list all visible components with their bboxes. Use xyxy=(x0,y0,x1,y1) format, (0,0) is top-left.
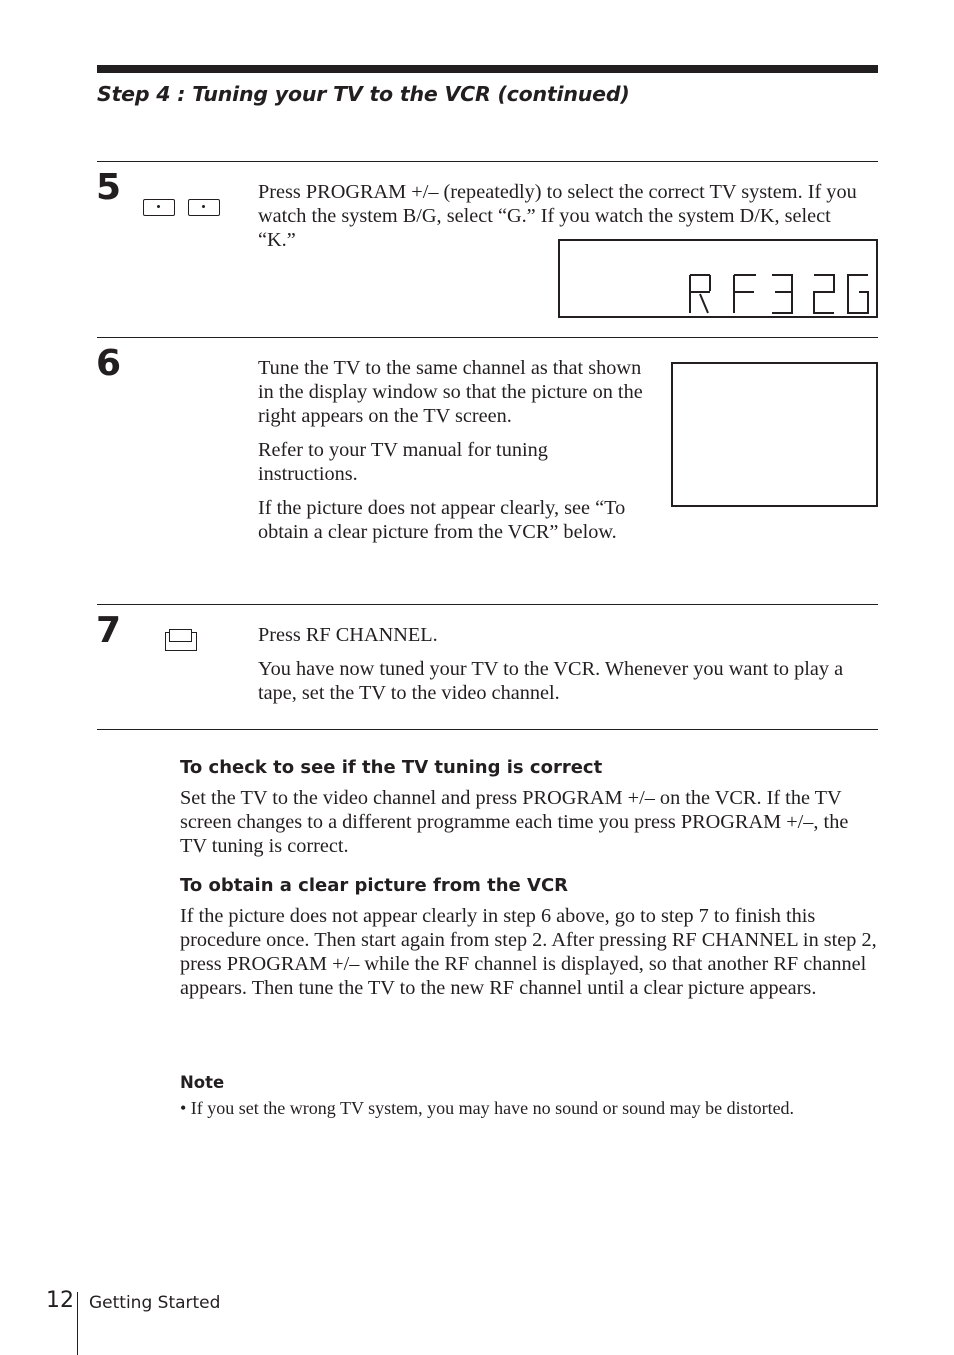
note-text: • If you set the wrong TV system, you may have no sound or sound may be distorted. xyxy=(180,1098,795,1118)
program-plus-button-icon xyxy=(143,199,175,216)
step-paragraph: Tune the TV to the same channel as that shown in the display window so that the picture on the right appears on the TV screen. xyxy=(258,357,643,427)
segment-display-icon xyxy=(560,241,876,316)
section-clear-picture xyxy=(180,874,878,1000)
header-bar xyxy=(97,65,878,73)
footer-section-label: Getting Started xyxy=(89,1293,221,1313)
step-number: 7 xyxy=(96,610,122,651)
divider xyxy=(97,604,878,605)
divider xyxy=(97,337,878,338)
section-heading: To check to see if the TV tuning is correct xyxy=(180,757,603,778)
step-paragraph: If the picture does not appear clearly, see “To obtain a clear picture from the VCR” below. xyxy=(258,497,626,543)
step-number: 6 xyxy=(96,343,122,384)
step-paragraph: Press PROGRAM +/– (repeatedly) to select the correct TV system. If you watch the system B/G, select “G.” If you watch the system D/K, select “K.” xyxy=(258,181,857,251)
section-heading: To obtain a clear picture from the VCR xyxy=(180,875,569,896)
step-paragraph: Refer to your TV manual for tuning instructions. xyxy=(258,439,548,485)
page-title: Step 4 : Tuning your TV to the VCR (continued) xyxy=(97,82,630,106)
rf-channel-button-icon xyxy=(165,632,197,651)
divider xyxy=(97,161,878,162)
section-text: Set the TV to the video channel and press PROGRAM +/– on the VCR. If the TV screen changes to a different programme each time you press PROGRAM +/–, the TV tuning is correct. xyxy=(180,787,849,857)
divider xyxy=(97,729,878,730)
step-paragraph: Press RF CHANNEL. xyxy=(258,624,438,646)
note-heading: Note xyxy=(180,1073,225,1092)
step-number: 5 xyxy=(96,167,122,208)
tv-screen-picture xyxy=(671,362,878,507)
step-paragraph: You have now tuned your TV to the VCR. Whenever you want to play a tape, set the TV to the video channel. xyxy=(258,658,844,704)
vcr-display-window xyxy=(558,239,878,318)
section-check-tuning xyxy=(180,756,878,858)
step-7-text xyxy=(258,623,868,715)
page-number: 12 xyxy=(46,1288,74,1313)
footer-divider xyxy=(77,1292,78,1355)
section-text: If the picture does not appear clearly in step 6 above, go to step 7 to finish this procedure once. Then start again from step 2. After pressing RF CHANNEL in step 2, press PROGRAM +/– while the RF channel is displayed, so that another RF channel appears. Then tune the TV to the new RF channel until a clear picture appears. xyxy=(180,905,877,999)
program-minus-button-icon xyxy=(188,199,220,216)
step-6-text xyxy=(258,356,648,554)
